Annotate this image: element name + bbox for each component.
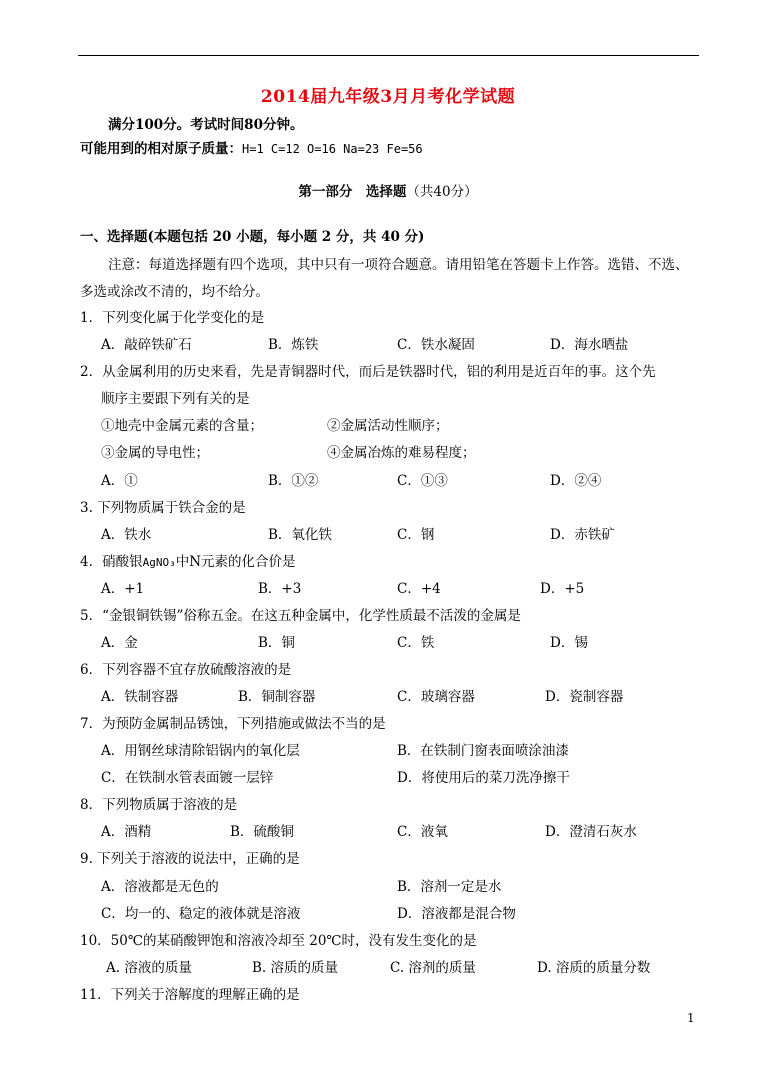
q10-option-c: C. 溶剂的质量 [390,960,476,976]
q3-option-b: B．氧化铁 [268,527,332,543]
q9-option-d: D．溶液都是混合物 [397,906,516,922]
q1-option-a: A．敲碎铁矿石 [101,337,192,353]
q3-option-d: D．赤铁矿 [550,527,615,543]
page-number: 1 [687,1011,695,1025]
section1-heading: 一、选择题(本题包括 20 小题，每小题 2 分，共 40 分) [80,229,425,245]
q5-option-d: D．锡 [550,635,588,651]
q6-option-b: B．铜制容器 [238,689,316,705]
question-9-stem: 9. 下列关于溶液的说法中，正确的是 [80,851,300,867]
q3-option-a: A．铁水 [101,527,152,543]
question-8-stem: 8．下列物质属于溶液的是 [80,797,238,813]
q6-option-d: D．瓷制容器 [545,689,624,705]
question-3-stem: 3. 下列物质属于铁合金的是 [80,500,246,516]
question-4-stem [80,553,296,572]
part1-heading-rest: （共40分） [406,184,478,200]
q10-option-b: B. 溶质的质量 [252,960,339,976]
q2-item-3: ③金属的导电性； [101,445,209,461]
part1-heading-bold: 第一部分 选择题 [298,184,407,200]
atomic-mass-line [80,140,423,158]
section1-note-line2: 多选或涂改不清的，均不给分。 [80,284,269,300]
q10-option-d: D. 溶质的质量分数 [537,960,651,976]
q4-option-d: D．+5 [540,581,585,597]
q4-option-c: C．+4 [397,581,441,597]
q3-option-c: C．钢 [397,527,435,543]
q7-option-c: C．在铁制水管表面镀一层锌 [101,770,274,786]
question-5-stem: 5．“金银铜铁锡”俗称五金。在这五种金属中，化学性质最不活泼的金属是 [80,608,521,624]
q2-option-d: D．②④ [550,473,602,489]
q7-option-b: B．在铁制门窗表面喷涂油漆 [397,743,569,759]
q1-option-d: D．海水晒盐 [550,337,629,353]
q4-option-b: B．+3 [258,581,302,597]
q8-option-d: D．澄清石灰水 [545,824,637,840]
q2-item-2: ②金属活动性顺序； [327,418,449,434]
atomic-mass-label: 可能用到的相对原子质量： [80,141,242,157]
score-time-note: 满分100分。考试时间80分钟。 [108,117,304,133]
q5-option-c: C．铁 [397,635,435,651]
q6-option-c: C．玻璃容器 [397,689,475,705]
question-10-stem: 10．50℃的某硝酸钾饱和溶液冷却至 20℃时，没有发生变化的是 [80,933,477,949]
atomic-mass-values: H=1 C=12 O=16 Na=23 Fe=56 [242,142,423,156]
question-2-stem-cont: 顺序主要跟下列有关的是 [101,391,250,407]
q4-stem-post: 中N元素的化合价是 [175,554,296,570]
exam-title: 2014届九年级3月月考化学试题 [260,87,516,107]
q5-option-b: B．铜 [258,635,295,651]
q4-stem-pre: 4．硝酸银 [80,554,143,570]
q8-option-a: A．酒精 [101,824,152,840]
q2-option-c: C．①③ [397,473,448,489]
q8-option-c: C．液氧 [397,824,448,840]
q1-option-b: B．炼铁 [268,337,319,353]
part1-heading [0,180,776,200]
q2-item-4: ④金属冶炼的难易程度； [327,445,476,461]
q1-option-c: C．铁水凝固 [397,337,475,353]
question-2-stem: 2．从金属利用的历史来看，先是青铜器时代，而后是铁器时代，铝的利用是近百年的事。这个先 [80,364,656,380]
section1-note-line1: 注意：每道选择题有四个选项，其中只有一项符合题意。请用铅笔在答题卡上作答。选错、不选、 [108,257,689,273]
q2-option-b: B．①② [268,473,319,489]
question-11-stem: 11．下列关于溶解度的理解正确的是 [80,987,300,1003]
q8-option-b: B．硫酸铜 [230,824,294,840]
q9-option-c: C．均一的、稳定的液体就是溶液 [101,906,301,922]
q5-option-a: A．金 [101,635,138,651]
q4-formula: AgNO₃ [142,556,176,569]
question-1-stem: 1．下列变化属于化学变化的是 [80,310,265,326]
q2-option-a: A．① [101,473,138,489]
q7-option-d: D．将使用后的菜刀洗净擦干 [397,770,570,786]
q6-option-a: A．铁制容器 [101,689,179,705]
q7-option-a: A．用钢丝球清除铝锅内的氧化层 [101,743,300,759]
header-rule [78,55,699,56]
q9-option-a: A．溶液都是无色的 [101,879,219,895]
q4-option-a: A．+1 [101,581,145,597]
q2-item-1: ①地壳中金属元素的含量； [101,418,263,434]
question-6-stem: 6．下列容器不宜存放硫酸溶液的是 [80,662,292,678]
q9-option-b: B．溶剂一定是水 [397,879,502,895]
question-7-stem: 7．为预防金属制品锈蚀，下列措施或做法不当的是 [80,716,386,732]
q10-option-a: A. 溶液的质量 [106,960,192,976]
